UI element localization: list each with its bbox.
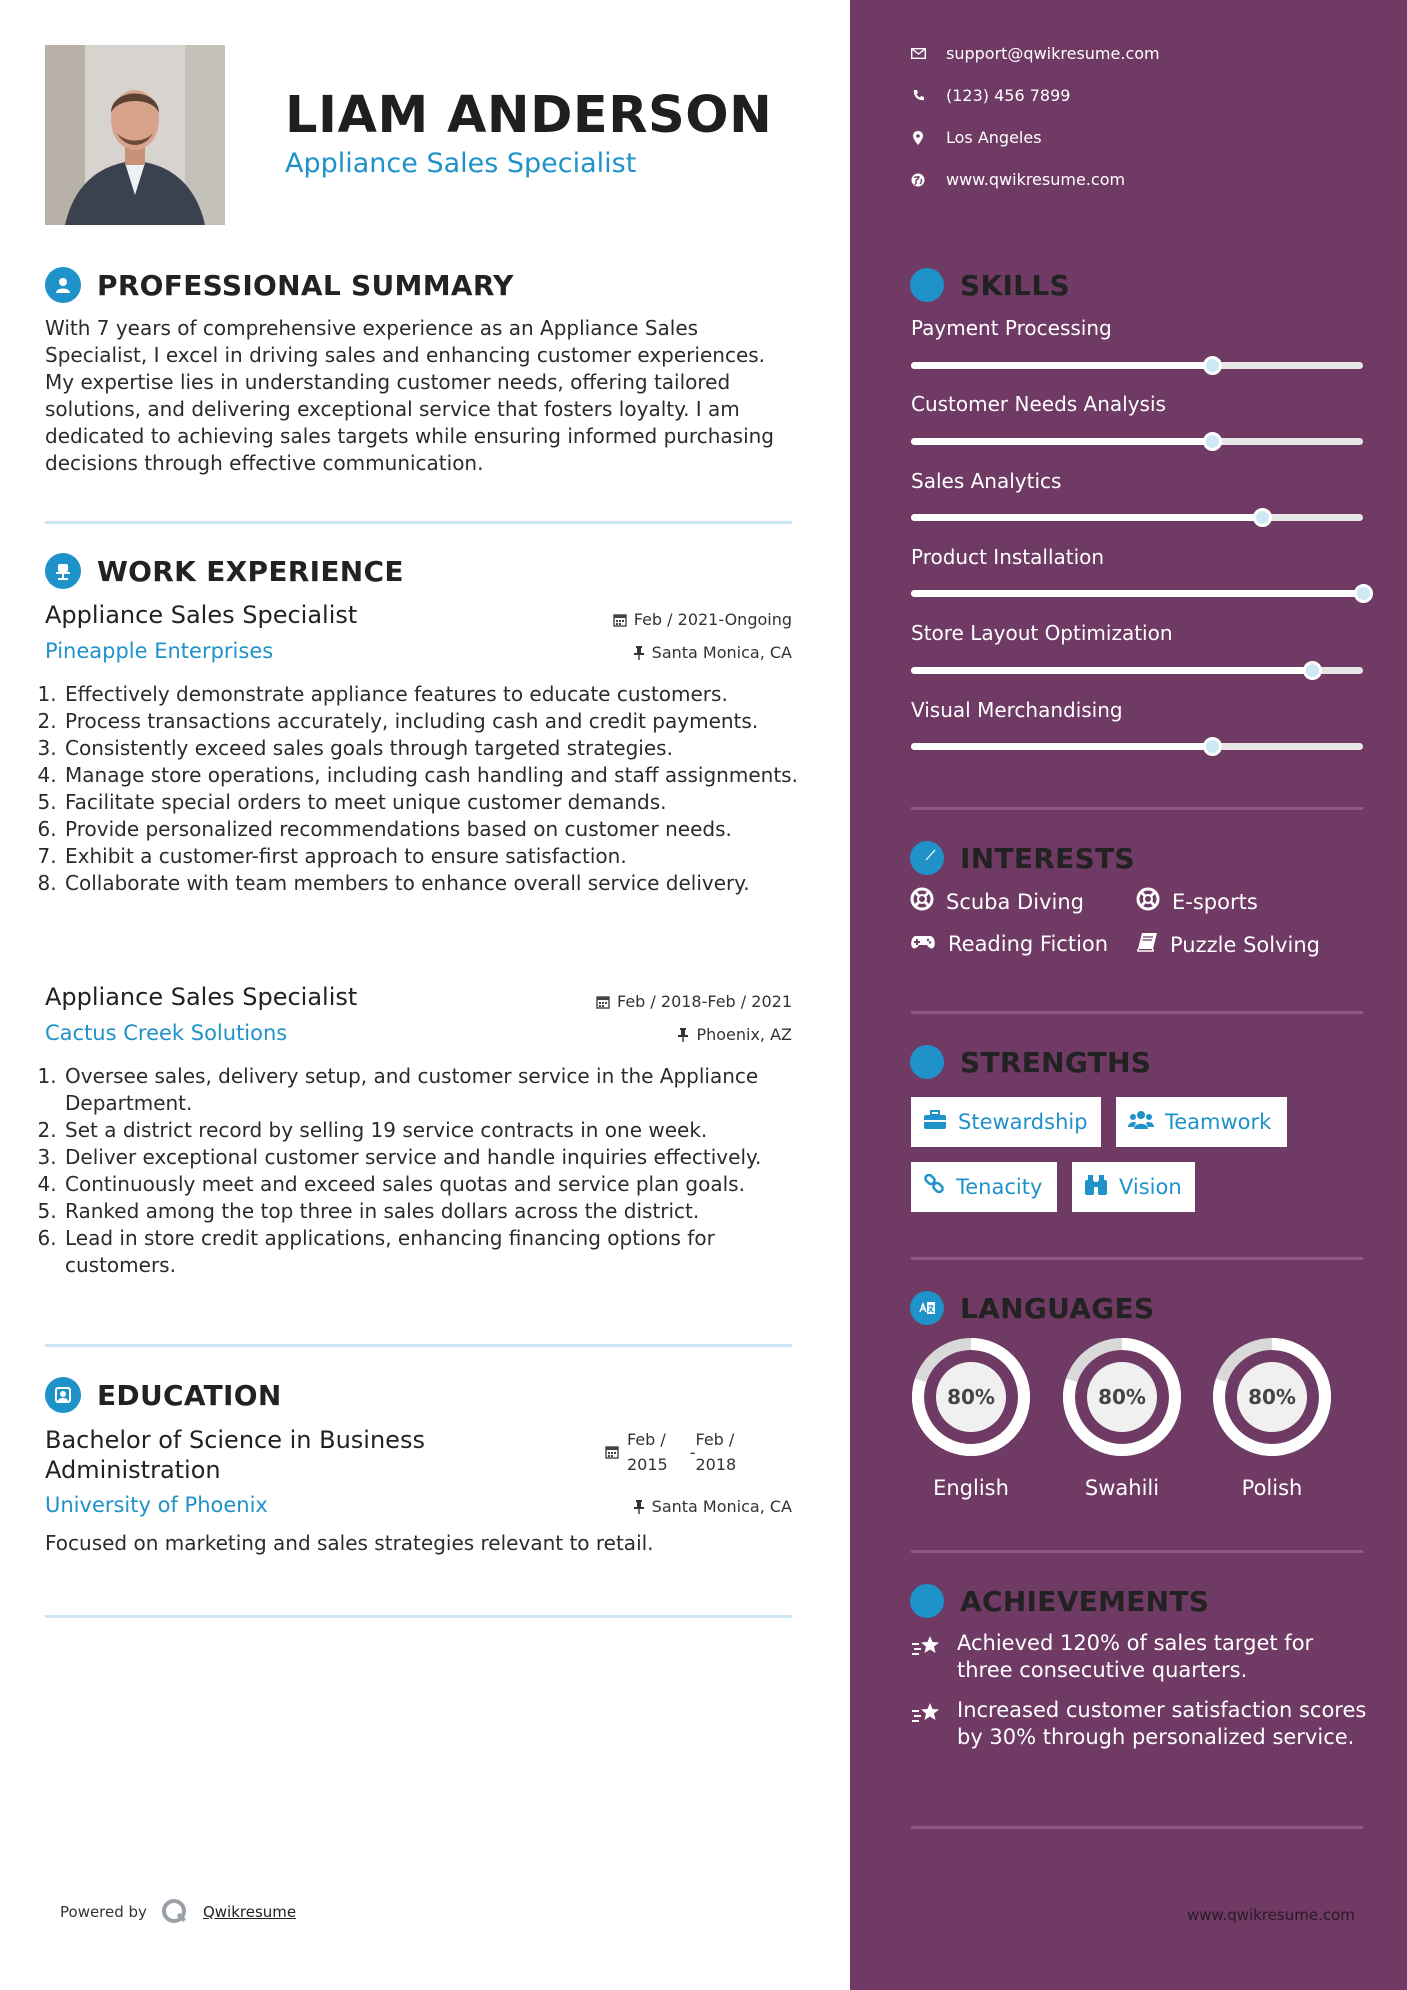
strengths-title: STRENGTHS [960, 1045, 1152, 1079]
achievement-item [911, 1697, 1371, 1751]
translate-icon [910, 1291, 944, 1325]
job-location [633, 643, 792, 662]
shooting-star-icon [911, 1697, 945, 1751]
sidebar-divider [911, 1011, 1363, 1014]
skill-label: Sales Analytics [911, 469, 1062, 493]
language-item [1211, 1336, 1333, 1500]
achievement-item [911, 1630, 1371, 1684]
interests-title: INTERESTS [960, 841, 1135, 875]
sidebar-divider [911, 1257, 1363, 1260]
experience-heading [45, 553, 404, 589]
skill-bar-handle [1253, 508, 1272, 527]
calendar-icon [605, 1445, 619, 1459]
calendar-icon [596, 995, 610, 1009]
strength-label: Teamwork [1165, 1110, 1272, 1134]
strength-label: Tenacity [956, 1175, 1043, 1199]
candidate-title: Appliance Sales Specialist [285, 148, 637, 179]
powered-by-label: Powered by [60, 1903, 147, 1921]
skill-label: Product Installation [911, 545, 1105, 569]
summary-heading [45, 267, 514, 303]
language-name: Polish [1241, 1476, 1303, 1500]
skill-bar-handle [1203, 737, 1222, 756]
skill-bar [911, 743, 1363, 750]
list-item: 6. Provide personalized recommendations based on customer needs. [63, 816, 800, 843]
phone-icon [910, 89, 926, 102]
binoculars-icon [1084, 1174, 1108, 1201]
shooting-star-icon [911, 1630, 945, 1684]
job-role: Appliance Sales Specialist [45, 601, 358, 629]
skill-bar [911, 514, 1363, 521]
list-item: 5. Facilitate special orders to meet unique customer demands. [63, 789, 800, 816]
paper-plane-icon [910, 841, 944, 875]
user-icon [45, 267, 81, 303]
language-percent: 80% [1087, 1362, 1157, 1432]
experience-title: WORK EXPERIENCE [97, 554, 404, 588]
briefcase-icon [923, 1110, 947, 1135]
list-item: 8. Collaborate with team members to enhance overall service delivery. [63, 870, 800, 897]
education-date-dash: - [689, 1442, 696, 1462]
achievement-text: Achieved 120% of sales target for three consecutive quarters. [957, 1631, 1314, 1682]
list-item: 5. Ranked among the top three in sales dollars across the district. [63, 1198, 800, 1225]
brand-link[interactable]: Qwikresume [202, 1903, 297, 1921]
interest-item [1136, 932, 1320, 957]
skill-bar-handle [1354, 584, 1373, 603]
skill-bar-fill [911, 438, 1212, 445]
graduate-icon [45, 1377, 81, 1413]
list-item: 3. Consistently exceed sales goals through targeted strategies. [63, 735, 800, 762]
skill-label: Payment Processing [911, 316, 1112, 340]
list-item: 2. Set a district record by selling 19 service contracts in one week. [63, 1117, 800, 1144]
list-item: 4. Manage store operations, including cash handling and staff assignments. [63, 762, 800, 789]
list-item: 4. Continuously meet and exceed sales quotas and service plan goals. [63, 1171, 800, 1198]
skill-bar [911, 590, 1363, 597]
language-percent: 80% [936, 1362, 1006, 1432]
contact-location [910, 128, 1042, 147]
education-start-year: 2015 [627, 1455, 668, 1474]
job-location-text: Phoenix, AZ [696, 1025, 792, 1044]
globe-icon [910, 173, 926, 187]
section-divider [45, 1615, 792, 1618]
contact-website[interactable] [910, 170, 1125, 189]
language-name: English [933, 1476, 1009, 1500]
skill-bar-fill [911, 667, 1313, 674]
interest-label: E-sports [1172, 889, 1258, 914]
lifebuoy-icon [1136, 887, 1160, 916]
pin-icon [633, 646, 645, 660]
education-location-text: Santa Monica, CA [651, 1497, 792, 1516]
footer-powered-by [60, 1898, 296, 1926]
footer-url[interactable]: www.qwikresume.com [1187, 1906, 1355, 1924]
job-dates-text: Feb / 2021-Ongoing [633, 610, 792, 629]
sidebar-divider [911, 807, 1363, 810]
strengths-heading [910, 1045, 1151, 1079]
strength-label: Vision [1119, 1175, 1182, 1199]
education-title: EDUCATION [97, 1378, 282, 1412]
languages-heading [910, 1291, 1154, 1325]
map-marker-icon [910, 131, 926, 145]
strength-badge [911, 1097, 1101, 1147]
job-company: Pineapple Enterprises [45, 639, 274, 663]
lightbulb-icon [910, 268, 944, 302]
contact-phone[interactable] [910, 86, 1070, 105]
job-company: Cactus Creek Solutions [45, 1021, 288, 1045]
achievements-title: ACHIEVEMENTS [960, 1584, 1210, 1618]
education-start-month: Feb / [627, 1430, 666, 1449]
skill-bar-handle [1203, 432, 1222, 451]
skill-bar-fill [911, 590, 1363, 597]
contact-website-text: www.qwikresume.com [946, 170, 1126, 189]
gamepad-icon [910, 932, 936, 956]
users-icon [1128, 1110, 1154, 1135]
job-dates-text: Feb / 2018-Feb / 2021 [617, 992, 792, 1011]
education-dates [605, 1427, 736, 1477]
summary-text: With 7 years of comprehensive experience as an Appliance Sales Specialist, I excel in driving sales and enhancing customer experiences. My expertise lies in understanding customer needs, offering tailored solutions, and delivering exceptional service that fosters loyalty. I am dedicated to achieving sales targets while ensuring informed purchasing decisions through effective communication. [45, 316, 774, 475]
list-item: 2. Process transactions accurately, including cash and credit payments. [63, 708, 800, 735]
job-location [677, 1025, 792, 1044]
strength-label: Stewardship [958, 1110, 1088, 1134]
interest-label: Puzzle Solving [1170, 932, 1320, 957]
pin-icon [633, 1500, 645, 1514]
contact-phone-text: (123) 456 7899 [946, 86, 1071, 105]
language-name: Swahili [1084, 1476, 1160, 1500]
candidate-name: LIAM ANDERSON [285, 86, 773, 145]
job-bullets [45, 1063, 800, 1279]
education-location [633, 1497, 792, 1516]
skill-bar [911, 438, 1363, 445]
strength-badge [1116, 1097, 1287, 1147]
interests-heading [910, 841, 1135, 875]
job-role: Appliance Sales Specialist [45, 983, 358, 1011]
contact-email-text: support@qwikresume.com [946, 44, 1160, 63]
skill-label: Store Layout Optimization [911, 621, 1173, 645]
interest-item [910, 887, 1084, 916]
interest-label: Reading Fiction [948, 932, 1109, 956]
profile-photo [45, 45, 225, 225]
achievement-text: Increased customer satisfaction scores by 30% through personalized service. [957, 1698, 1367, 1749]
job-dates [596, 992, 792, 1011]
achievements-heading [910, 1584, 1209, 1618]
desk-chair-icon [45, 553, 81, 589]
envelope-icon [910, 48, 926, 59]
list-item: 7. Exhibit a customer-first approach to ensure satisfaction. [63, 843, 800, 870]
skills-heading [910, 268, 1070, 302]
book-icon [1136, 932, 1158, 957]
skill-bar [911, 667, 1363, 674]
interest-item [910, 932, 1108, 956]
sidebar-divider [911, 1550, 1363, 1553]
fist-icon [910, 1045, 944, 1079]
job-dates [613, 610, 792, 629]
contact-location-text: Los Angeles [946, 128, 1042, 147]
strength-badge [1072, 1162, 1195, 1212]
sidebar-divider [911, 1826, 1363, 1829]
job-bullets [45, 681, 800, 897]
list-item: 1. Oversee sales, delivery setup, and customer service in the Appliance Department. [63, 1063, 800, 1117]
strength-badge [911, 1162, 1057, 1212]
language-percent: 80% [1237, 1362, 1307, 1432]
summary-title: PROFESSIONAL SUMMARY [97, 268, 514, 302]
language-item [910, 1336, 1032, 1500]
education-heading [45, 1377, 282, 1413]
skill-label: Visual Merchandising [911, 698, 1123, 722]
language-item [1061, 1336, 1183, 1500]
interest-label: Scuba Diving [946, 889, 1084, 914]
contact-email[interactable] [910, 44, 1160, 63]
star-badge-icon [910, 1584, 944, 1618]
skill-bar [911, 362, 1363, 369]
skill-bar-fill [911, 514, 1263, 521]
pin-icon [677, 1028, 689, 1042]
job-location-text: Santa Monica, CA [651, 643, 792, 662]
section-divider [45, 521, 792, 524]
list-item: 3. Deliver exceptional customer service and handle inquiries effectively. [63, 1144, 800, 1171]
school-name: University of Phoenix [45, 1493, 268, 1517]
calendar-icon [613, 613, 627, 627]
degree: Bachelor of Science in Business Administration [45, 1426, 425, 1484]
skill-label: Customer Needs Analysis [911, 392, 1166, 416]
skill-bar-fill [911, 362, 1212, 369]
skill-bar-fill [911, 743, 1212, 750]
qwikresume-logo-icon [161, 1898, 189, 1926]
lifebuoy-icon [910, 887, 934, 916]
education-description: Focused on marketing and sales strategies relevant to retail. [45, 1531, 654, 1555]
list-item: 6. Lead in store credit applications, enhancing financing options for customers. [63, 1225, 800, 1279]
skills-title: SKILLS [960, 268, 1070, 302]
link-icon [923, 1174, 945, 1201]
languages-title: LANGUAGES [960, 1291, 1155, 1325]
section-divider [45, 1344, 792, 1347]
education-end-year: 2018 [695, 1455, 737, 1474]
education-end-month: Feb / [695, 1430, 735, 1449]
skill-bar-handle [1203, 356, 1222, 375]
interest-item [1136, 887, 1258, 916]
list-item: 1. Effectively demonstrate appliance features to educate customers. [63, 681, 800, 708]
